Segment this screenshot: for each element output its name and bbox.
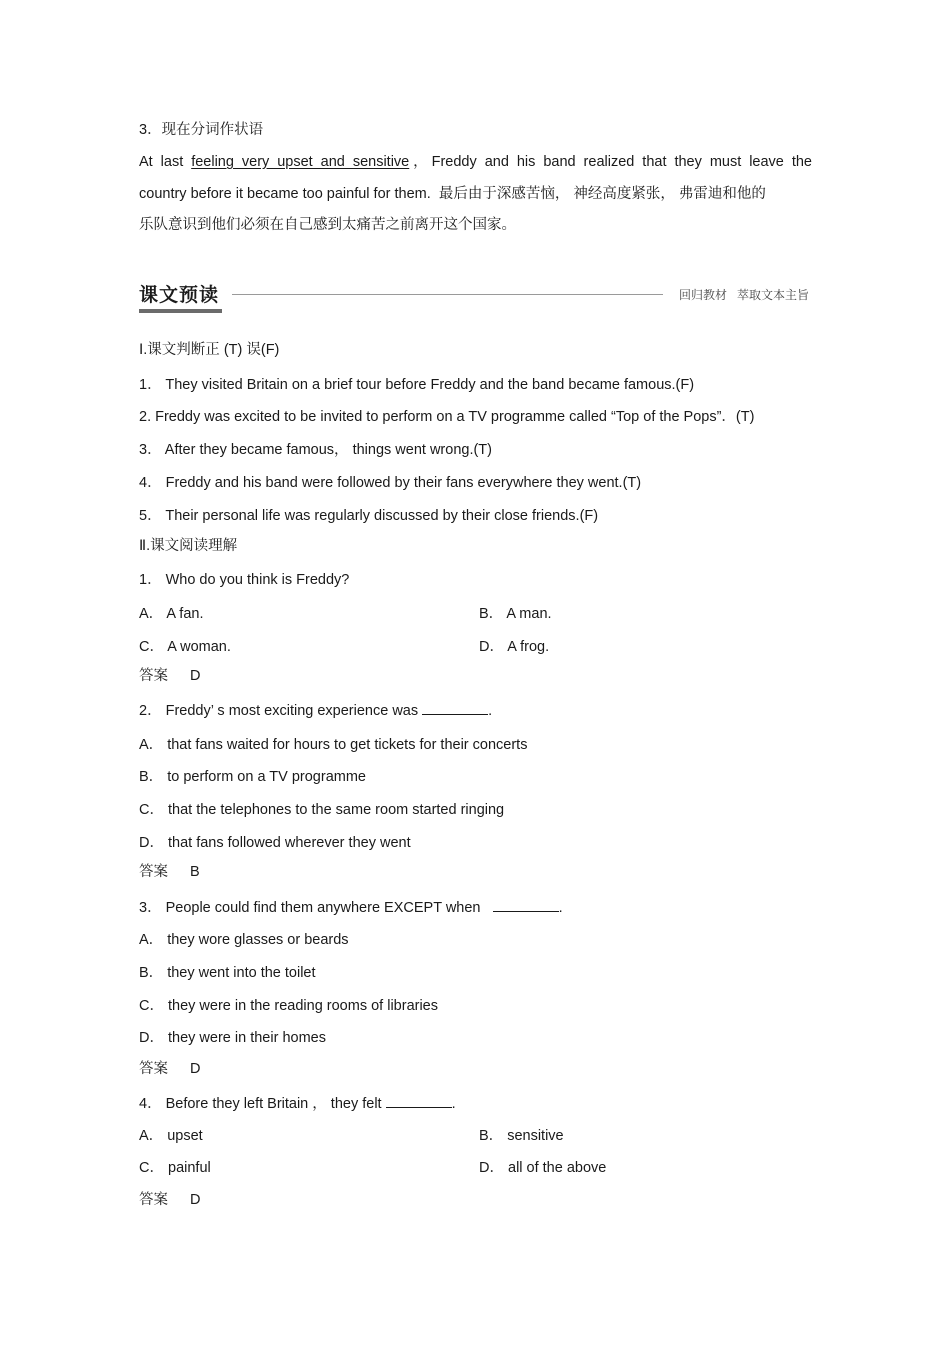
example-translation-line3: 乐队意识到他们必须在自己感到太痛苦之前离开这个国家。 [139, 217, 516, 233]
answer-value: D [190, 1192, 201, 1208]
example-text: ，Freddy and his band realized that they must leave the [409, 154, 812, 170]
answer-blank [493, 899, 559, 912]
true-false-item: 5． Their personal life was regularly discussed by their close friends.(F) [139, 508, 599, 524]
section-header [139, 282, 811, 316]
option-c: C． A woman. [139, 639, 231, 655]
option-b: B． A man. [479, 606, 552, 622]
example-sentence-line2 [139, 184, 766, 204]
example-sentence-line1 [139, 152, 812, 172]
answer-label: 答案 [139, 1192, 168, 1208]
answer-label: 答案 [139, 1061, 168, 1077]
part1-heading: Ⅰ.课文判断正 (T) 误(F) [139, 342, 280, 358]
question-end: . [488, 703, 493, 719]
true-false-item: 2. Freddy was excited to be invited to perform on a TV programme called “Top of the Pops”．(T) [139, 409, 755, 425]
example-text: At last [139, 154, 192, 170]
question-text: 4． Before they left Britain ， they felt [139, 1096, 386, 1112]
option-c: C． that the telephones to the same room started ringing [139, 802, 505, 818]
true-false-item: 4． Freddy and his band were followed by their fans everywhere they went.(T) [139, 475, 642, 491]
question-text: 2． Freddy’ s most exciting experience was [139, 703, 423, 719]
option-b: B． they went into the toilet [139, 965, 316, 981]
true-false-item: 3． After they became famous， things went wrong.(T) [139, 442, 492, 458]
section-divider [232, 294, 663, 295]
section-note-2: 萃取文本主旨 [736, 288, 809, 302]
option-d: D． A frog. [479, 639, 550, 655]
answer-value: D [190, 668, 201, 684]
option-d: D． that fans followed wherever they went [139, 835, 411, 851]
question-end: . [558, 900, 563, 916]
question-end: . [451, 1096, 456, 1112]
option-b: B． sensitive [479, 1128, 564, 1144]
section-note [679, 286, 809, 304]
option-d: D． all of the above [479, 1160, 607, 1176]
question-stem [139, 1094, 456, 1114]
intro-heading: 3．现在分词作状语 [139, 122, 264, 138]
option-d: D． they were in their homes [139, 1030, 326, 1046]
example-translation: 最后由于深感苦恼， 神经高度紧张， 弗雷迪和他的 [438, 186, 766, 202]
option-b: B． to perform on a TV programme [139, 769, 366, 785]
option-a: A． A fan. [139, 606, 204, 622]
answer-value: D [190, 1061, 201, 1077]
section-title-underline [139, 309, 222, 313]
answer-line [139, 1059, 200, 1079]
answer-blank [422, 702, 488, 715]
true-false-item: 1． They visited Britain on a brief tour before Freddy and the band became famous.(F) [139, 377, 695, 393]
example-text-en: country before it became too painful for them. [139, 186, 431, 202]
answer-line [139, 1190, 200, 1210]
option-a: A． upset [139, 1128, 203, 1144]
underlined-phrase: feeling very upset and sensitive [191, 154, 410, 170]
question-stem [139, 701, 492, 721]
answer-value: B [190, 864, 200, 880]
question-stem [139, 898, 563, 918]
option-a: A． that fans waited for hours to get tickets for their concerts [139, 737, 528, 753]
option-c: C． painful [139, 1160, 211, 1176]
option-a: A． they wore glasses or beards [139, 932, 349, 948]
answer-label: 答案 [139, 668, 168, 684]
answer-label: 答案 [139, 864, 168, 880]
question-text: 3． People could find them anywhere EXCEPT when [139, 900, 485, 916]
answer-line [139, 666, 200, 686]
answer-blank [386, 1095, 452, 1108]
answer-line [139, 862, 200, 882]
section-title: 课文预读 [139, 284, 220, 306]
option-c: C． they were in the reading rooms of libraries [139, 998, 438, 1014]
question-stem: 1． Who do you think is Freddy? [139, 572, 350, 588]
section-note-1: 回归教材 [678, 288, 727, 302]
part2-heading: Ⅱ.课文阅读理解 [139, 538, 238, 554]
